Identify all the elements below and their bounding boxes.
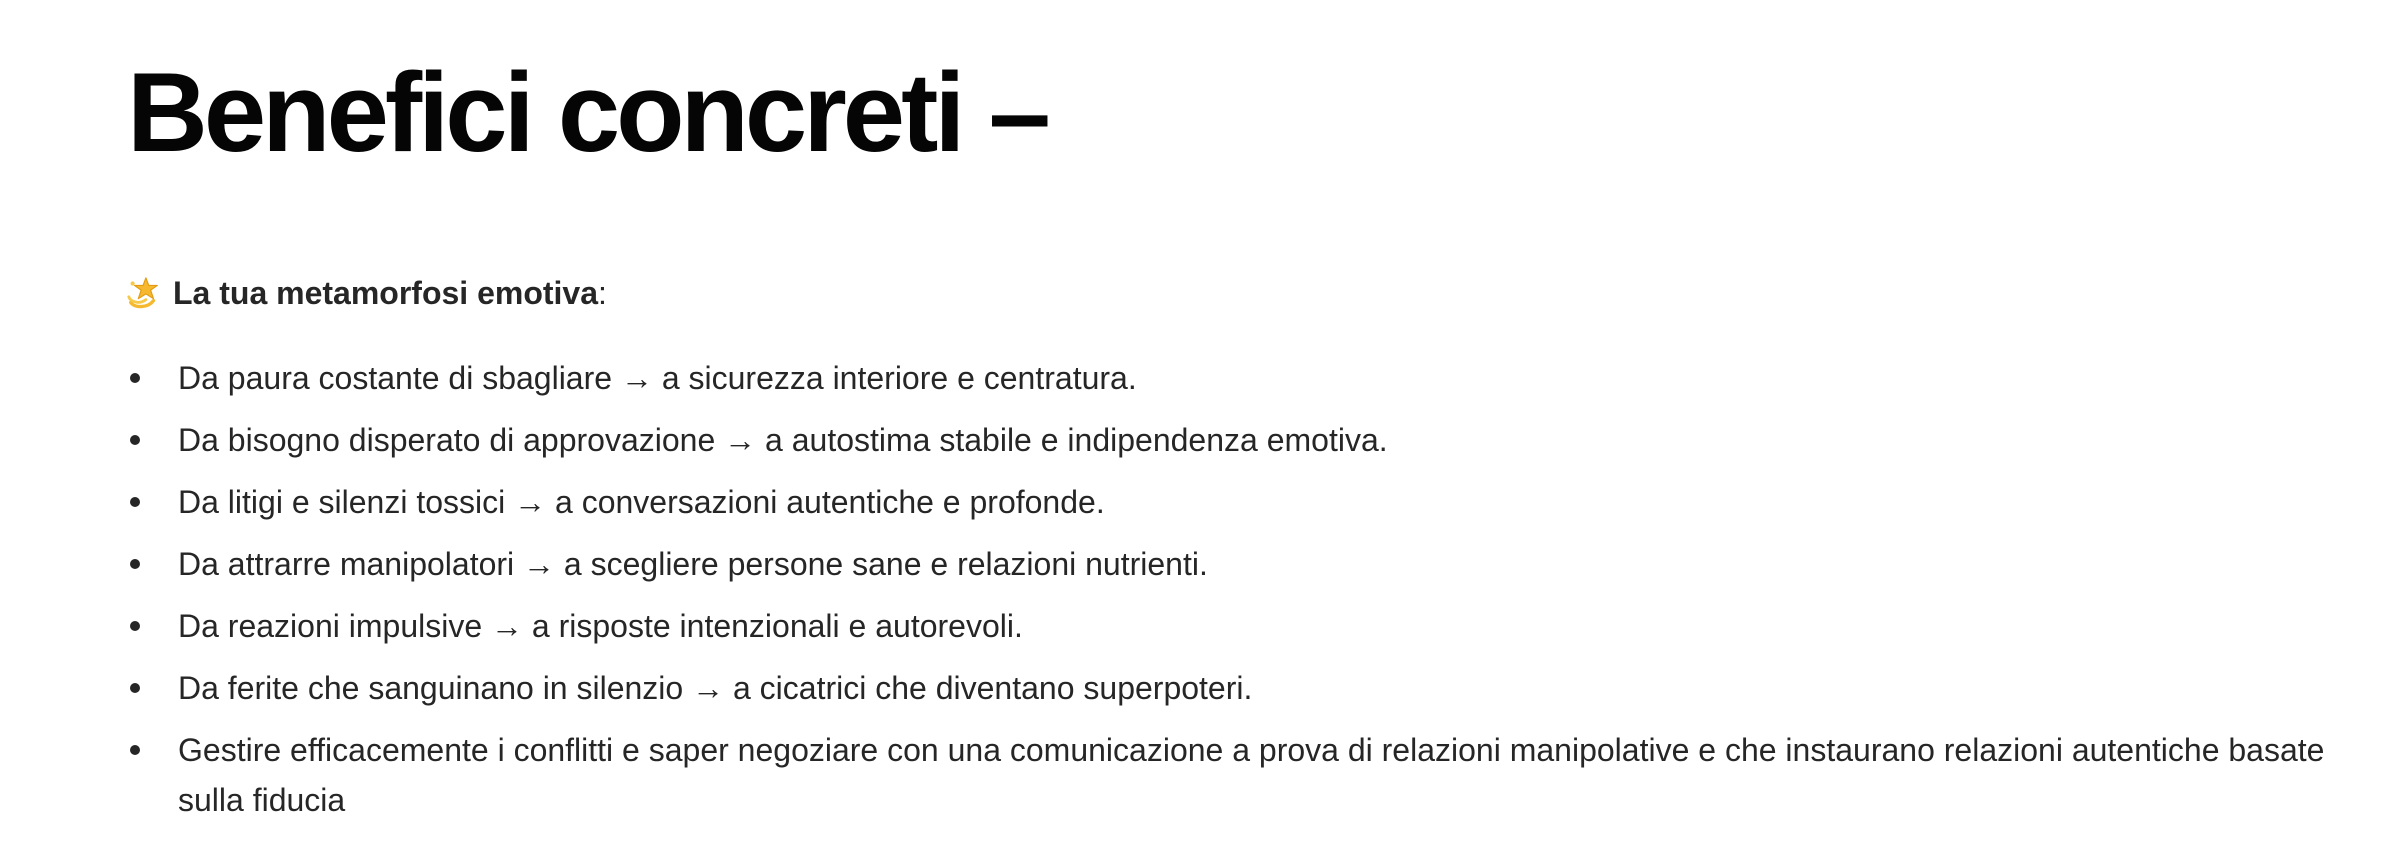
list-item-text: Da ferite che sanguinano in silenzio → a cicatrici che diventano superpoteri. bbox=[178, 670, 1253, 706]
bullet-icon bbox=[130, 621, 140, 631]
document-page bbox=[127, 0, 2325, 837]
bullet-icon bbox=[130, 373, 140, 383]
list-item bbox=[127, 663, 2378, 713]
subheading-colon: : bbox=[598, 275, 607, 311]
list-item-text: Da paura costante di sbagliare → a sicurezza interiore e centratura. bbox=[178, 360, 1137, 396]
section-subheading bbox=[127, 273, 2307, 313]
list-item-text: Da litigi e silenzi tossici → a conversazioni autentiche e profonde. bbox=[178, 484, 1105, 520]
list-item-text: Gestire efficacemente i conflitti e saper negoziare con una comunicazione a prova di relazioni manipolative e che instaurano relazioni autentiche basate sulla fiducia bbox=[178, 732, 2325, 818]
list-item bbox=[127, 539, 2378, 589]
list-item bbox=[127, 725, 2378, 825]
subheading-bold-text: La tua metamorfosi emotiva bbox=[173, 275, 598, 311]
list-item bbox=[127, 601, 2378, 651]
bullet-icon bbox=[130, 435, 140, 445]
list-item bbox=[127, 353, 2378, 403]
list-item-text: Da attrarre manipolatori → a scegliere persone sane e relazioni nutrienti. bbox=[178, 546, 1208, 582]
dizzy-star-icon bbox=[125, 274, 163, 312]
bullet-icon bbox=[130, 683, 140, 693]
benefits-list bbox=[127, 353, 2325, 825]
list-item-text: Da reazioni impulsive → a risposte intenzionali e autorevoli. bbox=[178, 608, 1023, 644]
list-item bbox=[127, 477, 2378, 527]
bullet-icon bbox=[130, 497, 140, 507]
bullet-icon bbox=[130, 745, 140, 755]
bullet-icon bbox=[130, 559, 140, 569]
list-item-text: Da bisogno disperato di approvazione → a autostima stabile e indipendenza emotiva. bbox=[178, 422, 1388, 458]
list-item bbox=[127, 415, 2378, 465]
page-title: Benefici concreti – bbox=[127, 50, 1047, 175]
